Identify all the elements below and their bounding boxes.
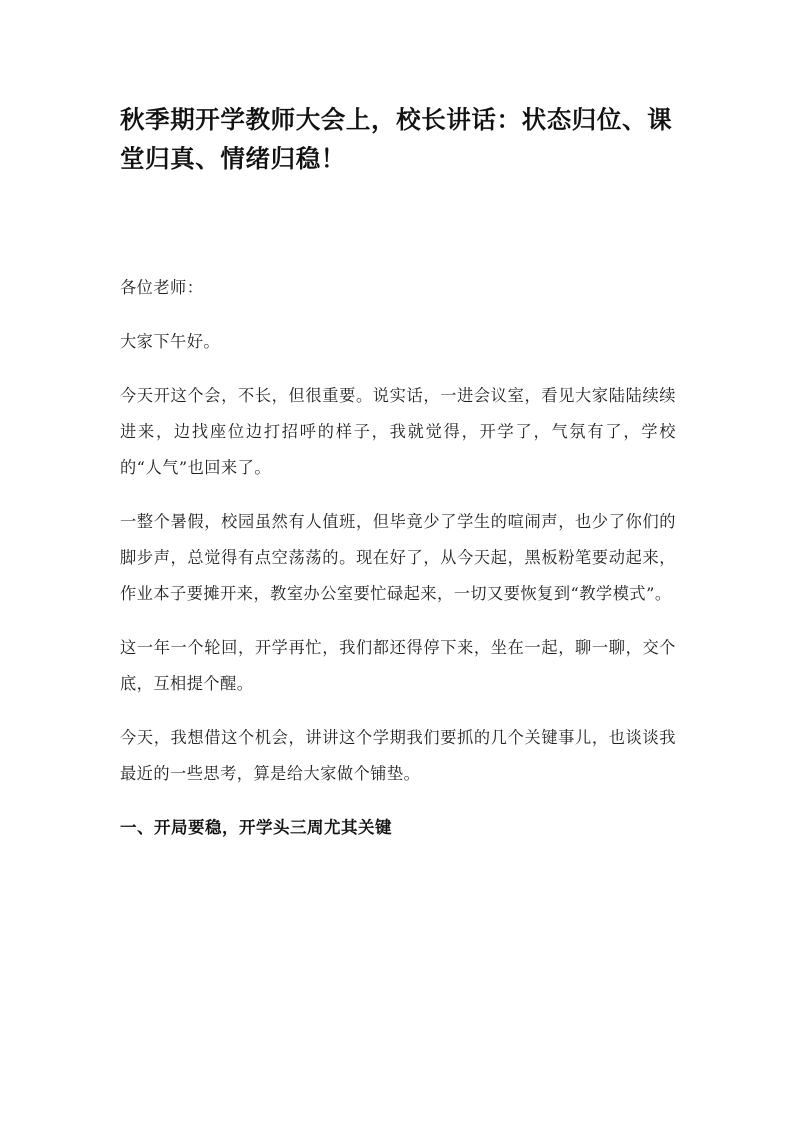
document-page	[120, 100, 676, 846]
paragraph: 这一年一个轮回，开学再忙，我们都还得停下来，坐在一起，聊一聊，交个底，互相提个醒。	[120, 638, 676, 693]
document-title: 秋季期开学教师大会上，校长讲话：状态归位、课堂归真、情绪归稳！	[120, 105, 673, 173]
section-heading: 一、开局要稳，开学头三周尤其关键	[120, 818, 392, 837]
greeting: 大家下午好。	[120, 332, 221, 351]
paragraph: 一整个暑假，校园虽然有人值班，但毕竟少了学生的喧闹声，也少了你们的脚步声，总觉得有点空荡荡的。现在好了，从今天起，黑板粉笔要动起来，作业本子要摊开来，教室办公室要忙碌起来，一切又要恢复到“教学模式”。	[120, 512, 676, 603]
paragraph: 今天开这个会，不长，但很重要。说实话，一进会议室，看见大家陆陆续续进来，边找座位边打招呼的样子，我就觉得，开学了，气氛有了，学校的“人气”也回来了。	[120, 386, 676, 477]
document-body	[120, 270, 676, 846]
paragraph: 今天，我想借这个机会，讲讲这个学期我们要抓的几个关键事儿，也谈谈我最近的一些思考，算是给大家做个铺垫。	[120, 728, 676, 783]
salutation: 各位老师：	[120, 278, 204, 297]
